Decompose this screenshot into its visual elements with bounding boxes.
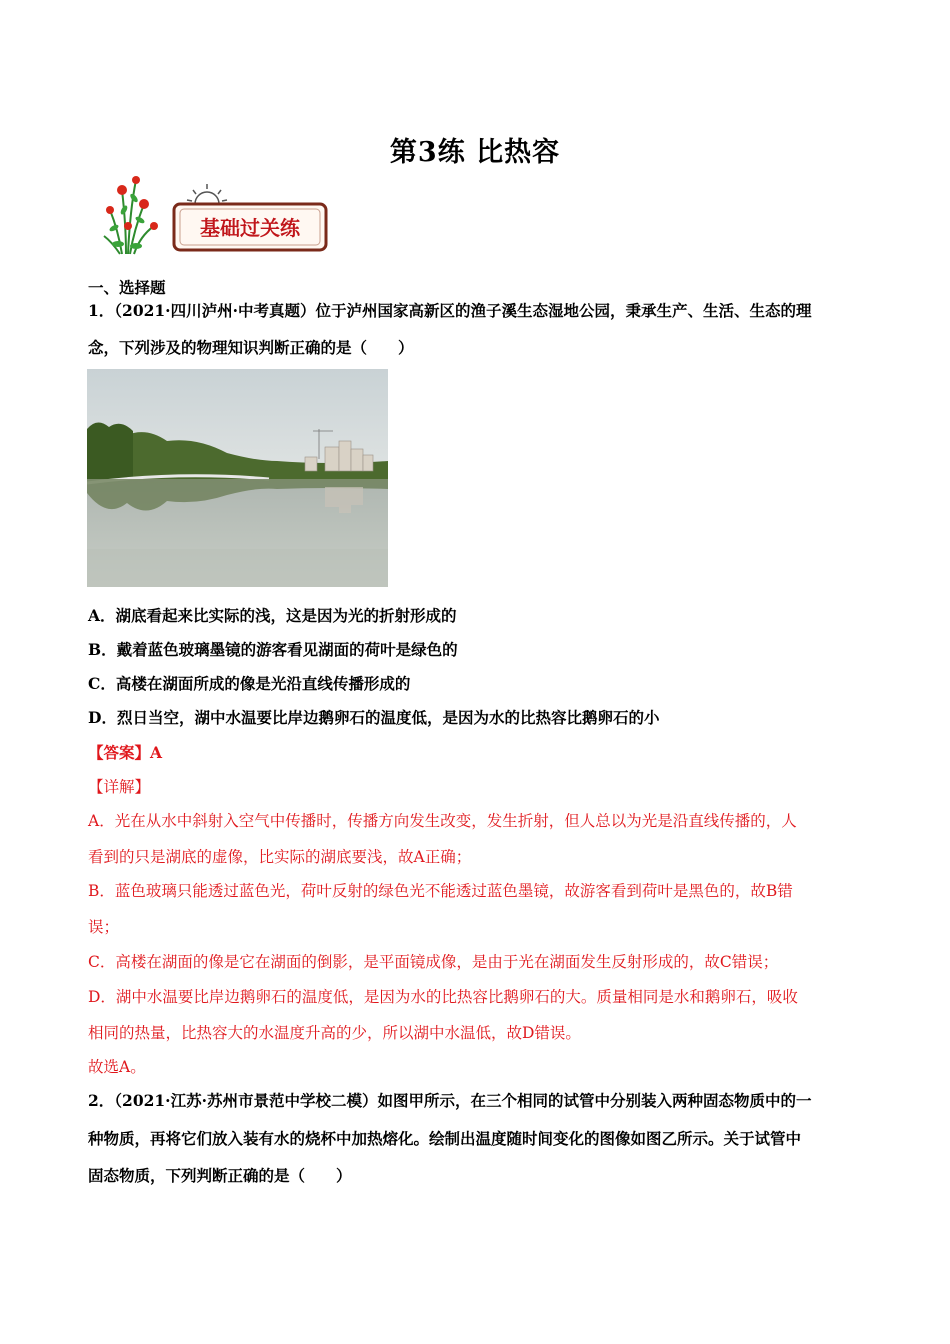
q1-option-a: A．湖底看起来比实际的浅，这是因为光的折射形成的 (88, 606, 457, 625)
q1-option-b: B．戴着蓝色玻璃墨镜的游客看见湖面的荷叶是绿色的 (88, 640, 458, 659)
q2-stem-line: 2．（2021·江苏·苏州市景范中学校二模）如图甲所示，在三个相同的试管中分别装入两种固态物质中的一 (88, 1091, 812, 1110)
flower-sun-banner-icon (100, 170, 340, 258)
q1-answer (88, 742, 162, 764)
q1-detail-line: 相同的热量，比热容大的水温度升高的少，所以湖中水温低，故D错误。 (88, 1024, 581, 1042)
q1-conclusion: 故选A。 (88, 1058, 146, 1076)
q1-stem-line1: 1．（2021·四川泸州·中考真题）位于泸州国家高新区的渔子溪生态湿地公园，秉承生产、生活、生态的理 (88, 301, 812, 320)
lake-bridge-photo-icon (87, 369, 388, 587)
answer-label: 【答案】 (88, 743, 151, 762)
q1-option-d: D．烈日当空，湖中水温要比岸边鹅卵石的温度低，是因为水的比热容比鹅卵石的小 (88, 708, 660, 727)
wetland-park-photo (87, 369, 388, 587)
q2-stem-line: 固态物质，下列判断正确的是（ ） (88, 1166, 352, 1185)
q1-detail-line: B．蓝色玻璃只能透过蓝色光，荷叶反射的绿色光不能透过蓝色墨镜，故游客看到荷叶是黑色的，故B错 (88, 882, 793, 900)
q1-detail-label: 【详解】 (88, 778, 151, 796)
answer-value: A (150, 743, 163, 762)
q1-detail-line: D．湖中水温要比岸边鹅卵石的温度低，是因为水的比热容比鹅卵石的大。质量相同是水和鹅卵石，吸收 (88, 988, 798, 1006)
q1-detail-line: C．高楼在湖面的像是它在湖面的倒影，是平面镜成像，是由于光在湖面发生反射形成的，故C错误； (88, 953, 779, 971)
banner-text: 基础过关练 (200, 216, 300, 240)
q1-detail-line: A．光在从水中斜射入空气中传播时，传播方向发生改变，发生折射，但人总以为光是沿直线传播的，人 (88, 812, 797, 830)
q1-stem-line2: 念，下列涉及的物理知识判断正确的是（ ） (88, 338, 414, 357)
q1-detail-line: 误； (88, 918, 120, 936)
page-title: 第3练 比热容 (389, 137, 561, 168)
basic-practice-banner (100, 170, 340, 258)
section-heading: 一、选择题 (88, 278, 166, 297)
q1-option-c: C．高楼在湖面所成的像是光沿直线传播形成的 (88, 674, 411, 693)
q2-stem-line: 种物质，再将它们放入装有水的烧杯中加热熔化。绘制出温度随时间变化的图像如图乙所示。关于试管中 (88, 1129, 802, 1148)
q1-detail-line: 看到的只是湖底的虚像，比实际的湖底要浅，故A正确； (88, 848, 472, 866)
